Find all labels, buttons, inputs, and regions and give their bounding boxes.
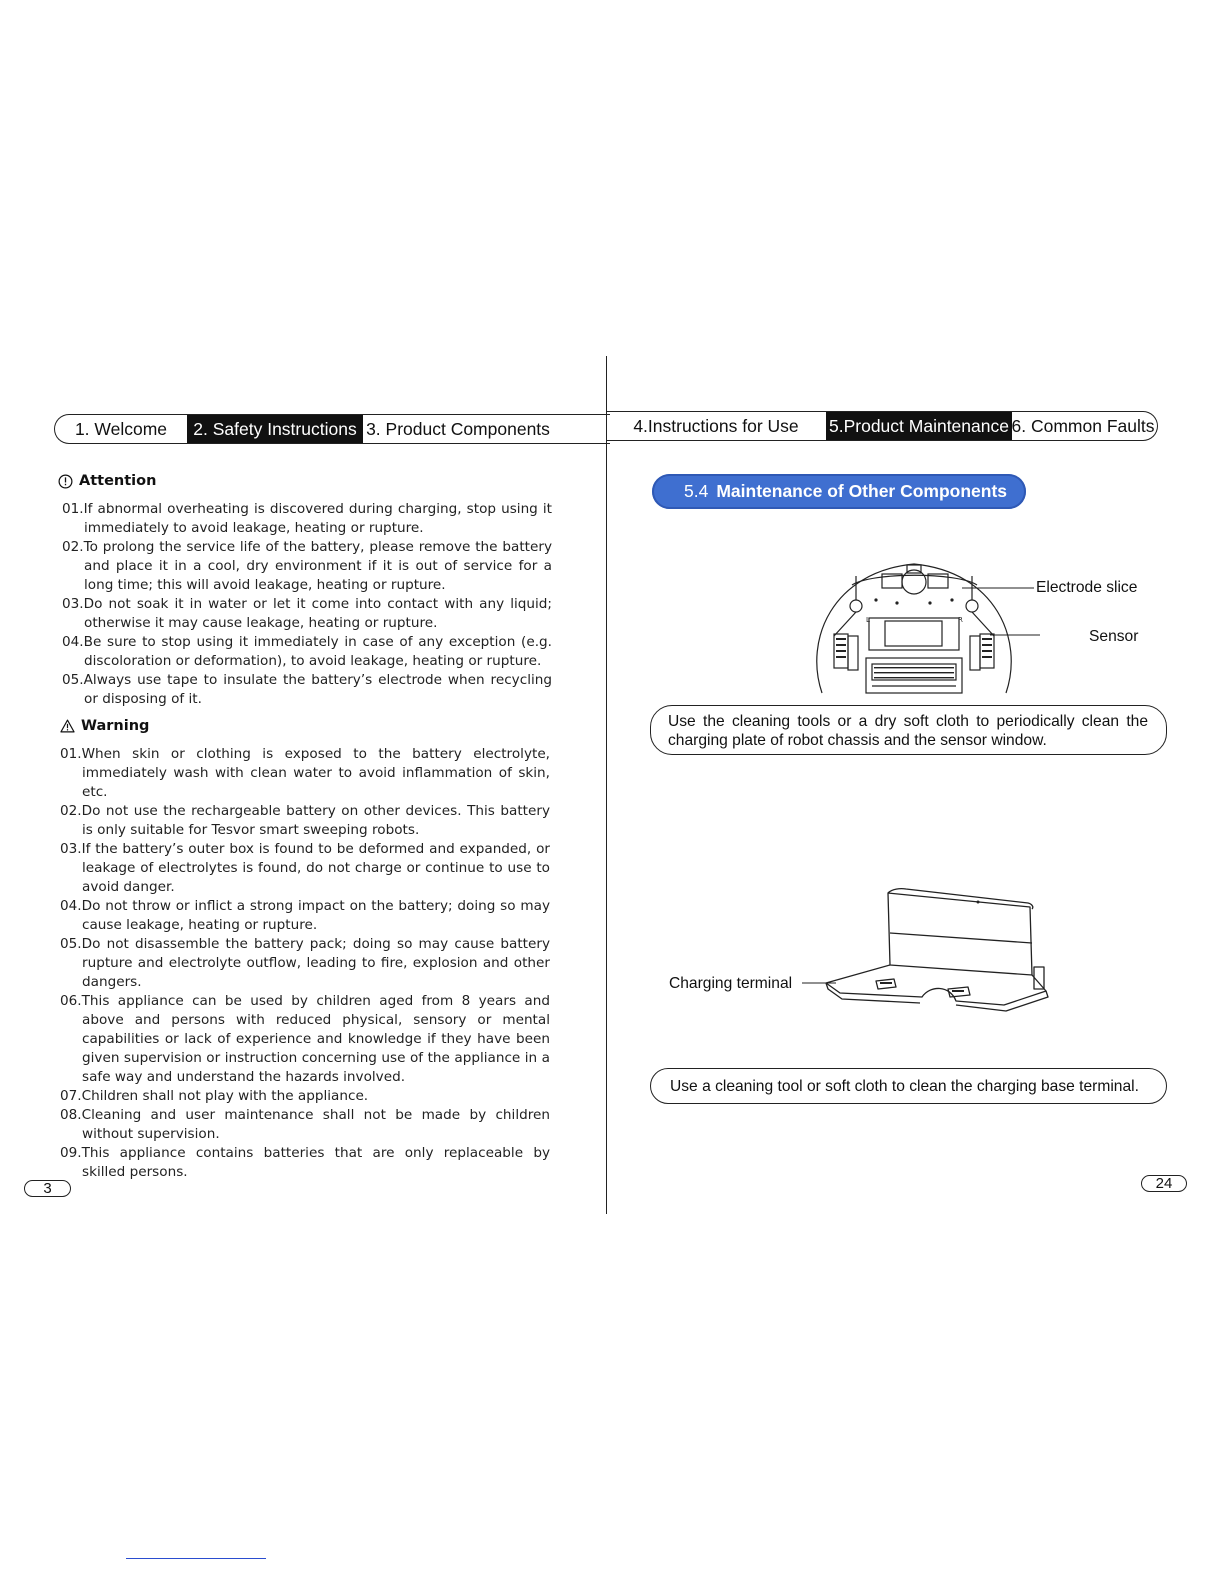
tab-product-maintenance[interactable]: 5.Product Maintenance bbox=[826, 412, 1012, 440]
mark-l: L bbox=[866, 616, 870, 624]
label-charging-terminal: Charging terminal bbox=[669, 975, 793, 992]
list-item: 06.This appliance can be used by children aged from 8 years and above and persons with reduced physical, sensory or mental capabilities or lack of experience and knowledge if they have been given supervision or instruction concerning use of the appliance in a safe way and understand the hazards involved. bbox=[60, 993, 550, 1085]
footer-rule bbox=[126, 1558, 266, 1559]
page-divider bbox=[606, 356, 607, 1214]
warning-triangle-icon bbox=[60, 719, 75, 733]
warning-title: Warning bbox=[81, 718, 150, 734]
list-item: 08.Cleaning and user maintenance shall not be made by children without supervision. bbox=[60, 1107, 550, 1142]
list-item: 01.If abnormal overheating is discovered during charging, stop using it immediately to avoid leakage, heating or rupture. bbox=[62, 501, 552, 536]
page-number-right: 24 bbox=[1141, 1175, 1187, 1192]
tab-safety-instructions[interactable]: 2. Safety Instructions bbox=[187, 415, 363, 443]
list-item: 04.Do not throw or inflict a strong impact on the battery; doing so may cause leakage, heating or rupture. bbox=[60, 898, 550, 933]
page-number-left: 3 bbox=[24, 1180, 71, 1197]
chapter-tabs-right bbox=[606, 411, 1158, 441]
section-title: Maintenance of Other Components bbox=[716, 481, 1008, 501]
tab-welcome[interactable]: 1. Welcome bbox=[74, 418, 168, 439]
attention-list bbox=[62, 500, 552, 709]
charging-base-illustration bbox=[800, 885, 1050, 1020]
warning-list bbox=[60, 745, 550, 1182]
list-item: 04.Be sure to stop using it immediately in case of any exception (e.g. discoloration or deformation), to avoid leakage, heating or rupture. bbox=[62, 634, 552, 669]
list-item: 01.When skin or clothing is exposed to the battery electrolyte, immediately wash with clean water to avoid inflammation of skin, etc. bbox=[60, 746, 550, 800]
note-clean-base: Use a cleaning tool or soft cloth to clean the charging base terminal. bbox=[650, 1068, 1167, 1104]
list-item: 03.Do not soak it in water or let it come into contact with any liquid; otherwise it may cause leakage, heating or rupture. bbox=[62, 596, 552, 631]
list-item: 02.Do not use the rechargeable battery on other devices. This battery is only suitable for Tesvor smart sweeping robots. bbox=[60, 803, 550, 838]
attention-title: Attention bbox=[79, 473, 157, 489]
note-clean-chassis: Use the cleaning tools or a dry soft cloth to periodically clean the charging plate of robot chassis and the sensor window. bbox=[650, 705, 1167, 755]
list-item: 03.If the battery’s outer box is found to be deformed and expanded, or leakage of electrolytes is found, do not charge or continue to use to avoid danger. bbox=[60, 841, 550, 895]
label-electrode-slice: Electrode slice bbox=[1036, 579, 1138, 596]
list-item: 05.Always use tape to insulate the battery’s electrode when recycling or disposing of it. bbox=[62, 672, 552, 707]
warning-heading bbox=[60, 718, 149, 734]
tab-product-components[interactable]: 3. Product Components bbox=[366, 418, 550, 439]
info-circle-icon bbox=[58, 474, 73, 489]
list-item: 05.Do not disassemble the battery pack; doing so may cause battery rupture and electrolyte outflow, leading to fire, explosion and other dangers. bbox=[60, 936, 550, 990]
robot-leader-lines bbox=[960, 585, 1040, 645]
chapter-tabs-left bbox=[54, 414, 610, 444]
label-sensor: Sensor bbox=[1089, 628, 1139, 645]
tab-instructions-for-use[interactable]: 4.Instructions for Use bbox=[633, 415, 799, 436]
list-item: 07.Children shall not play with the appliance. bbox=[60, 1088, 369, 1104]
list-item: 09.This appliance contains batteries that are only replaceable by skilled persons. bbox=[60, 1145, 550, 1180]
tab-common-faults[interactable]: 6. Common Faults bbox=[1011, 415, 1155, 436]
mark-r: R bbox=[958, 616, 963, 624]
attention-heading bbox=[58, 473, 156, 489]
section-heading bbox=[652, 474, 1026, 509]
section-number: 5.4 bbox=[684, 481, 709, 501]
list-item: 02.To prolong the service life of the battery, please remove the battery and place it in a cool, dry environment if it is out of service for a long time; this will avoid leakage, heating or rupture. bbox=[62, 539, 552, 593]
